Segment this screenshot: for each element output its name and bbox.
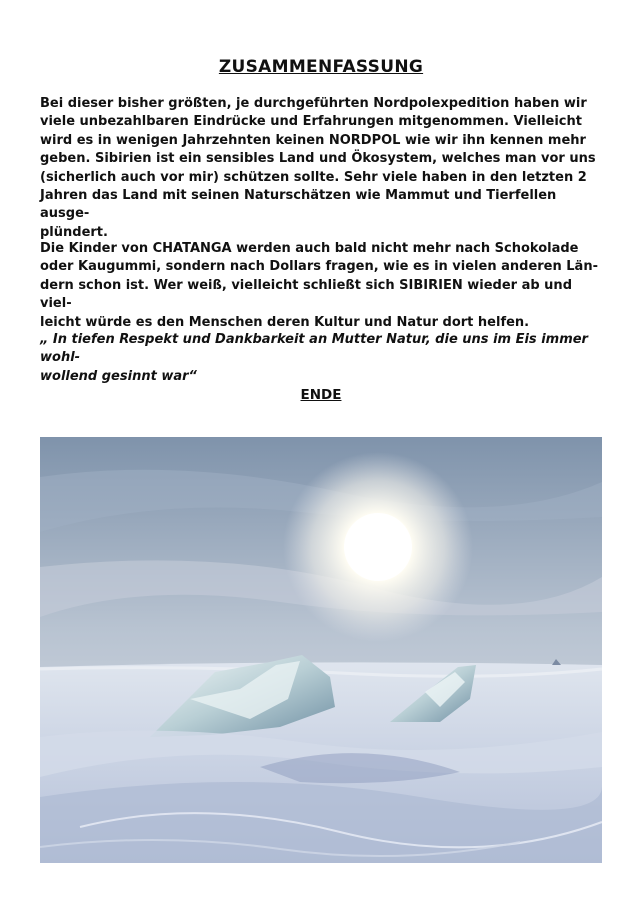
paragraph-expedition-summary [40,95,602,242]
text-line: „ In tiefen Respekt und Dankbarkeit an Mutter Natur, die uns im Eis immer wohl- [40,332,588,366]
arctic-ice-photo-illustration [40,437,602,863]
page-title: ZUSAMMENFASSUNG [218,57,424,77]
text-line: geben. Sibirien ist ein sensibles Land und Ökosystem, welches man vor uns [40,151,596,167]
text-line: leicht würde es den Menschen deren Kultur und Natur dort helfen. [40,314,530,330]
text-line: (sicherlich auch vor mir) schützen sollte. Sehr viele haben in den letzten 2 [40,169,587,185]
text-line: Die Kinder von CHATANGA werden auch bald nicht mehr nach Schokolade [40,241,579,256]
text-line: Bei dieser bisher größten, je durchgeführten Nordpolexpedition haben wir [40,96,587,111]
text-line: wird es in wenigen Jahrzehnten keinen NORDPOL wie wir ihn kennen mehr [40,132,586,148]
text-line: plündert. [40,224,108,240]
text-line: viele unbezahlbaren Eindrücke und Erfahrungen mitgenommen. Vielleicht [40,114,582,130]
text-line: dern schon ist. Wer weiß, vielleicht schließt sich SIBIRIEN wieder ab und viel- [40,277,572,312]
closing-quote [40,331,602,386]
end-label: ENDE [300,387,342,403]
paragraph-chatanga [40,240,602,332]
arctic-ice-photo [40,437,602,863]
text-line: Jahren das Land mit seinen Naturschätzen wie Mammut und Tierfellen ausge- [40,188,557,222]
text-line: wollend gesinnt war“ [40,368,197,384]
text-line: oder Kaugummi, sondern nach Dollars fragen, wie es in vielen anderen Län- [40,259,598,275]
